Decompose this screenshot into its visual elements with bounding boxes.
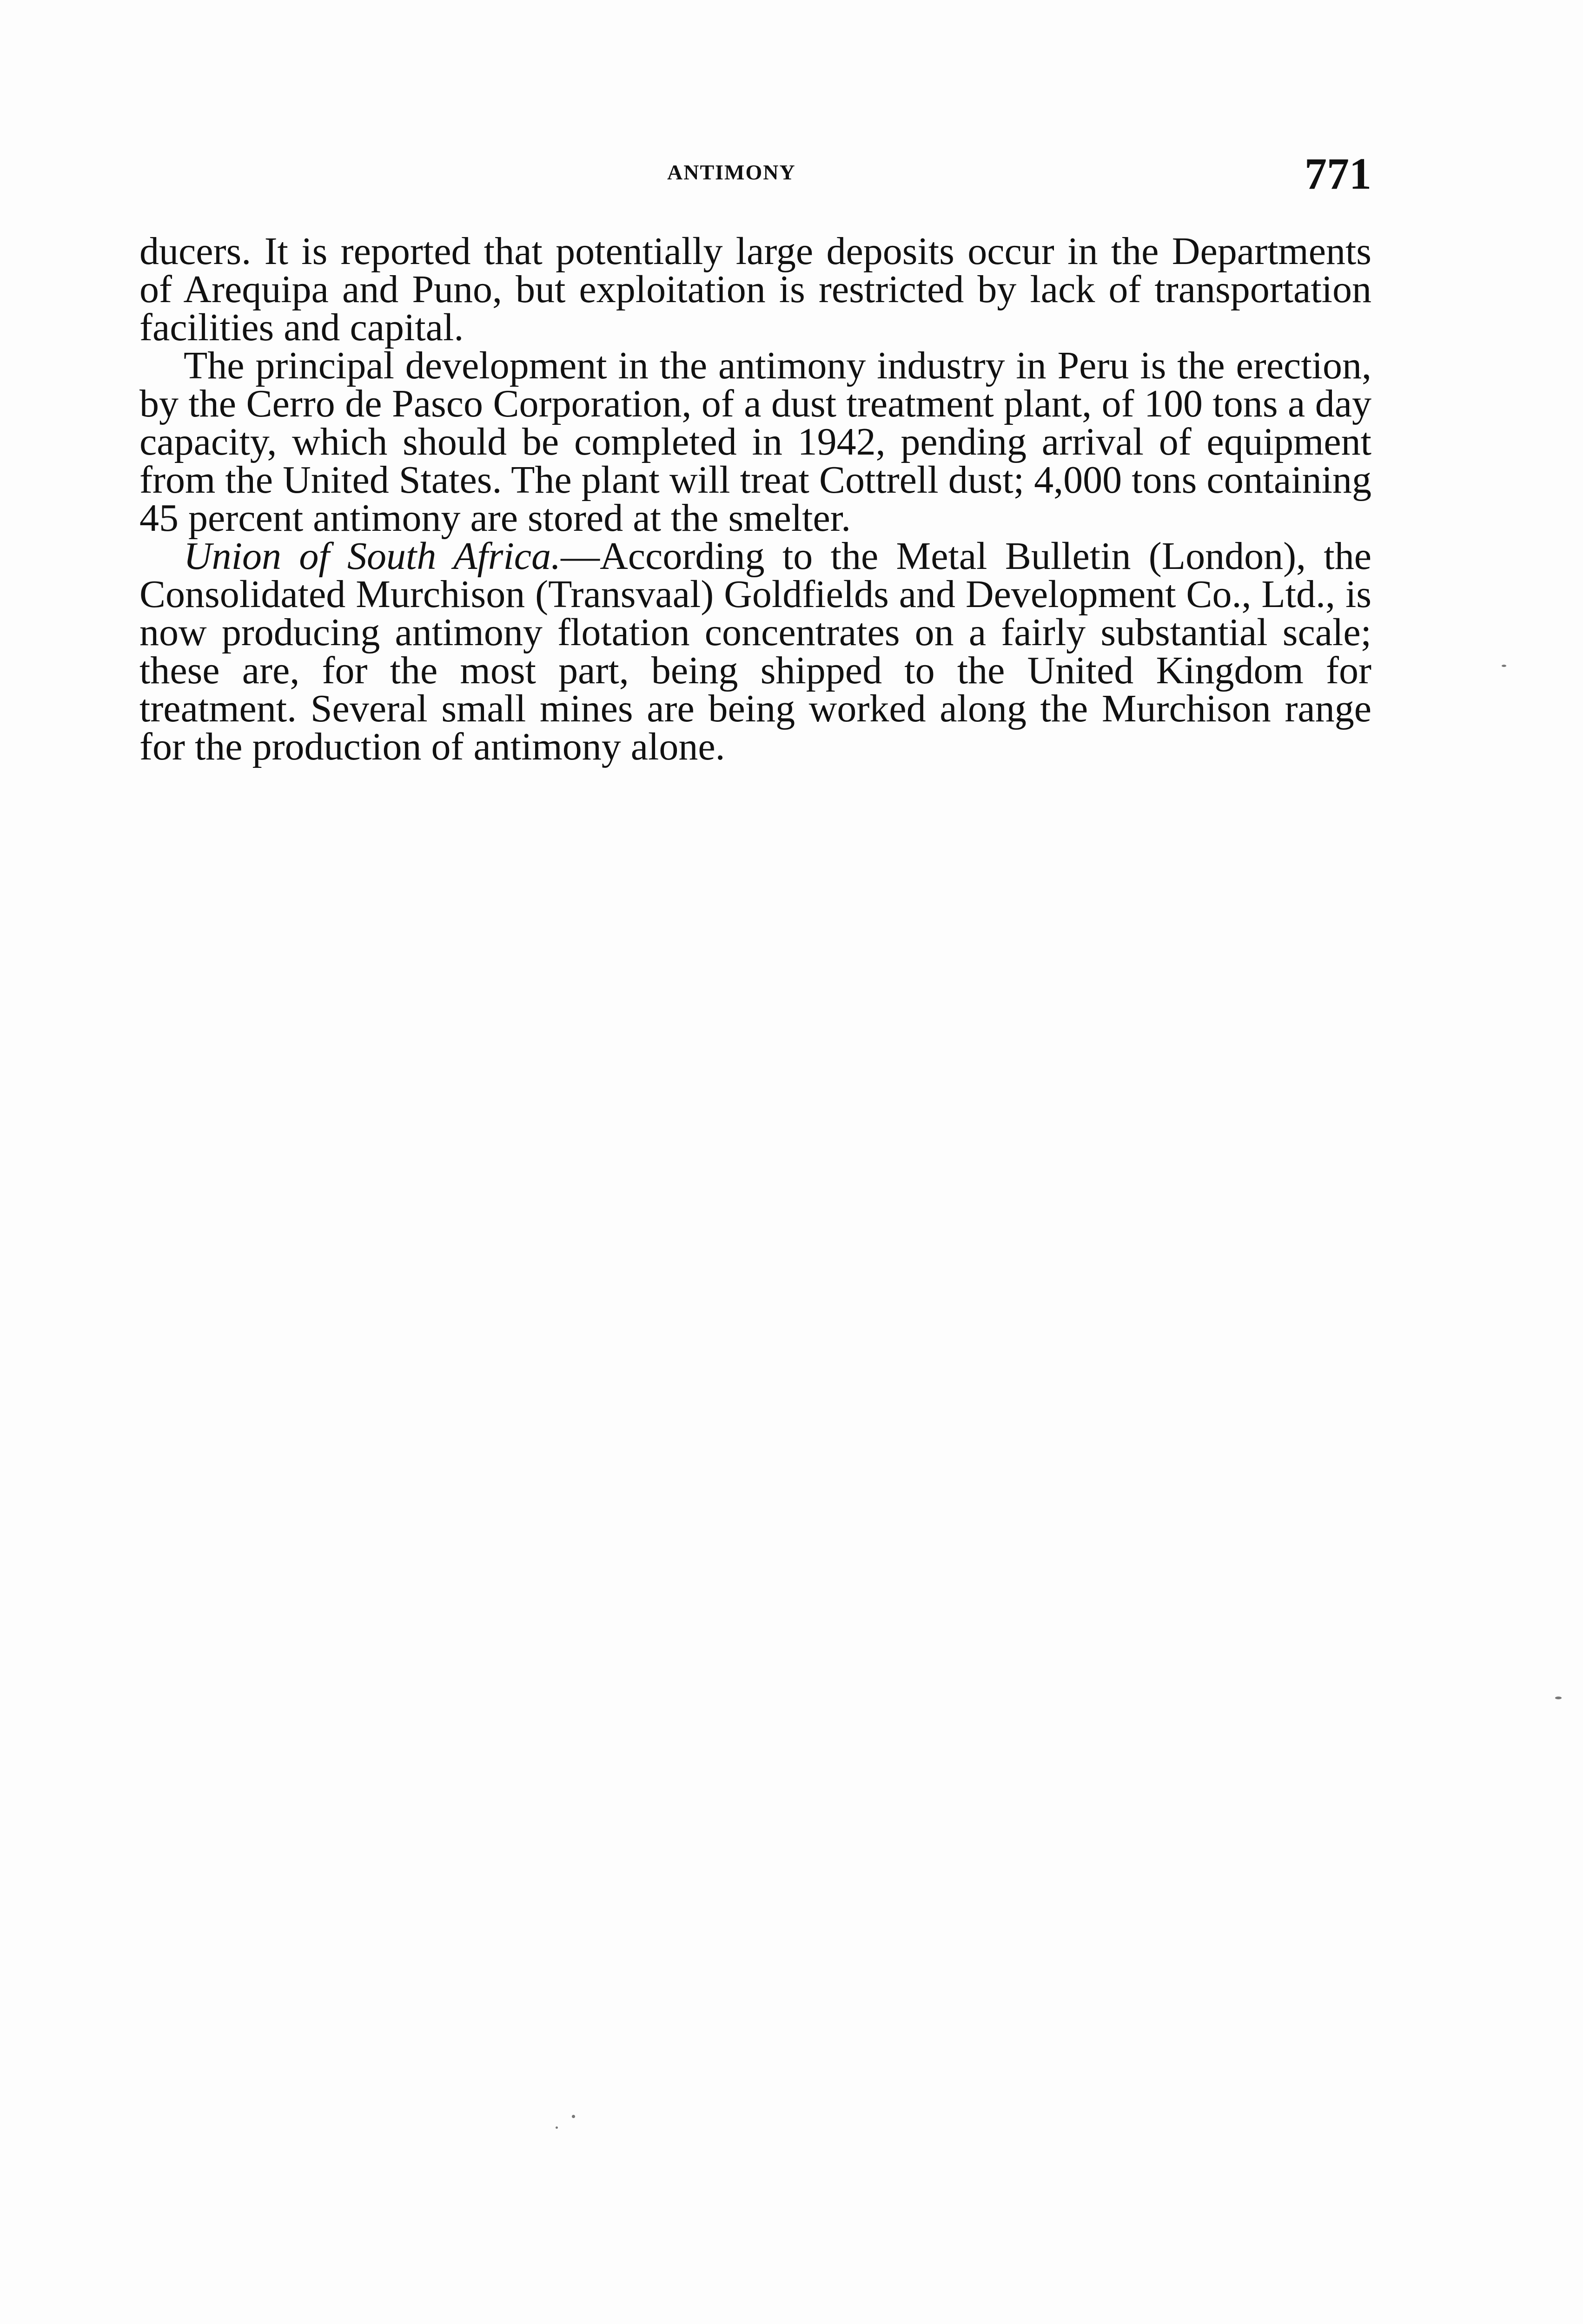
paragraph-3 xyxy=(139,537,1371,766)
body-text xyxy=(139,232,1371,766)
scan-speck xyxy=(1555,1697,1562,1699)
running-title: ANTIMONY xyxy=(667,160,796,184)
page-number: 771 xyxy=(1305,149,1371,198)
section-lead-union-of-south-africa: Union of South Africa. xyxy=(184,535,561,578)
paragraph-3-text: —According to the Metal Bulletin (London), the Consolidated Murchison (Transvaal) Goldfields and Development Co., Ltd., is now producing antimony flotation concentrates on a fairly substantial scale; these are, for the most part, being shipped to the United Kingdom for treatment. Several small mines are being worked along the Murchison range for the production of antimony alone. xyxy=(139,535,1371,768)
scan-speck xyxy=(1502,665,1506,667)
paragraph-1: ducers. It is reported that potentially large deposits occur in the Departments of Arequipa and Puno, but exploitation is restricted by lack of transportation facilities and capital. xyxy=(139,230,1371,349)
scan-speck xyxy=(572,2115,575,2118)
paragraph-2: The principal development in the antimony industry in Peru is the erection, by the Cerro de Pasco Corporation, of a dust treatment plant, of 100 tons a day capacity, which should be completed in 1942, pending arrival of equipment from the United States. The plant will treat Cottrell dust; 4,000 tons containing 45 percent antimony are stored at the smelter. xyxy=(139,344,1371,540)
running-head xyxy=(139,148,1371,204)
scan-speck xyxy=(556,2126,558,2129)
